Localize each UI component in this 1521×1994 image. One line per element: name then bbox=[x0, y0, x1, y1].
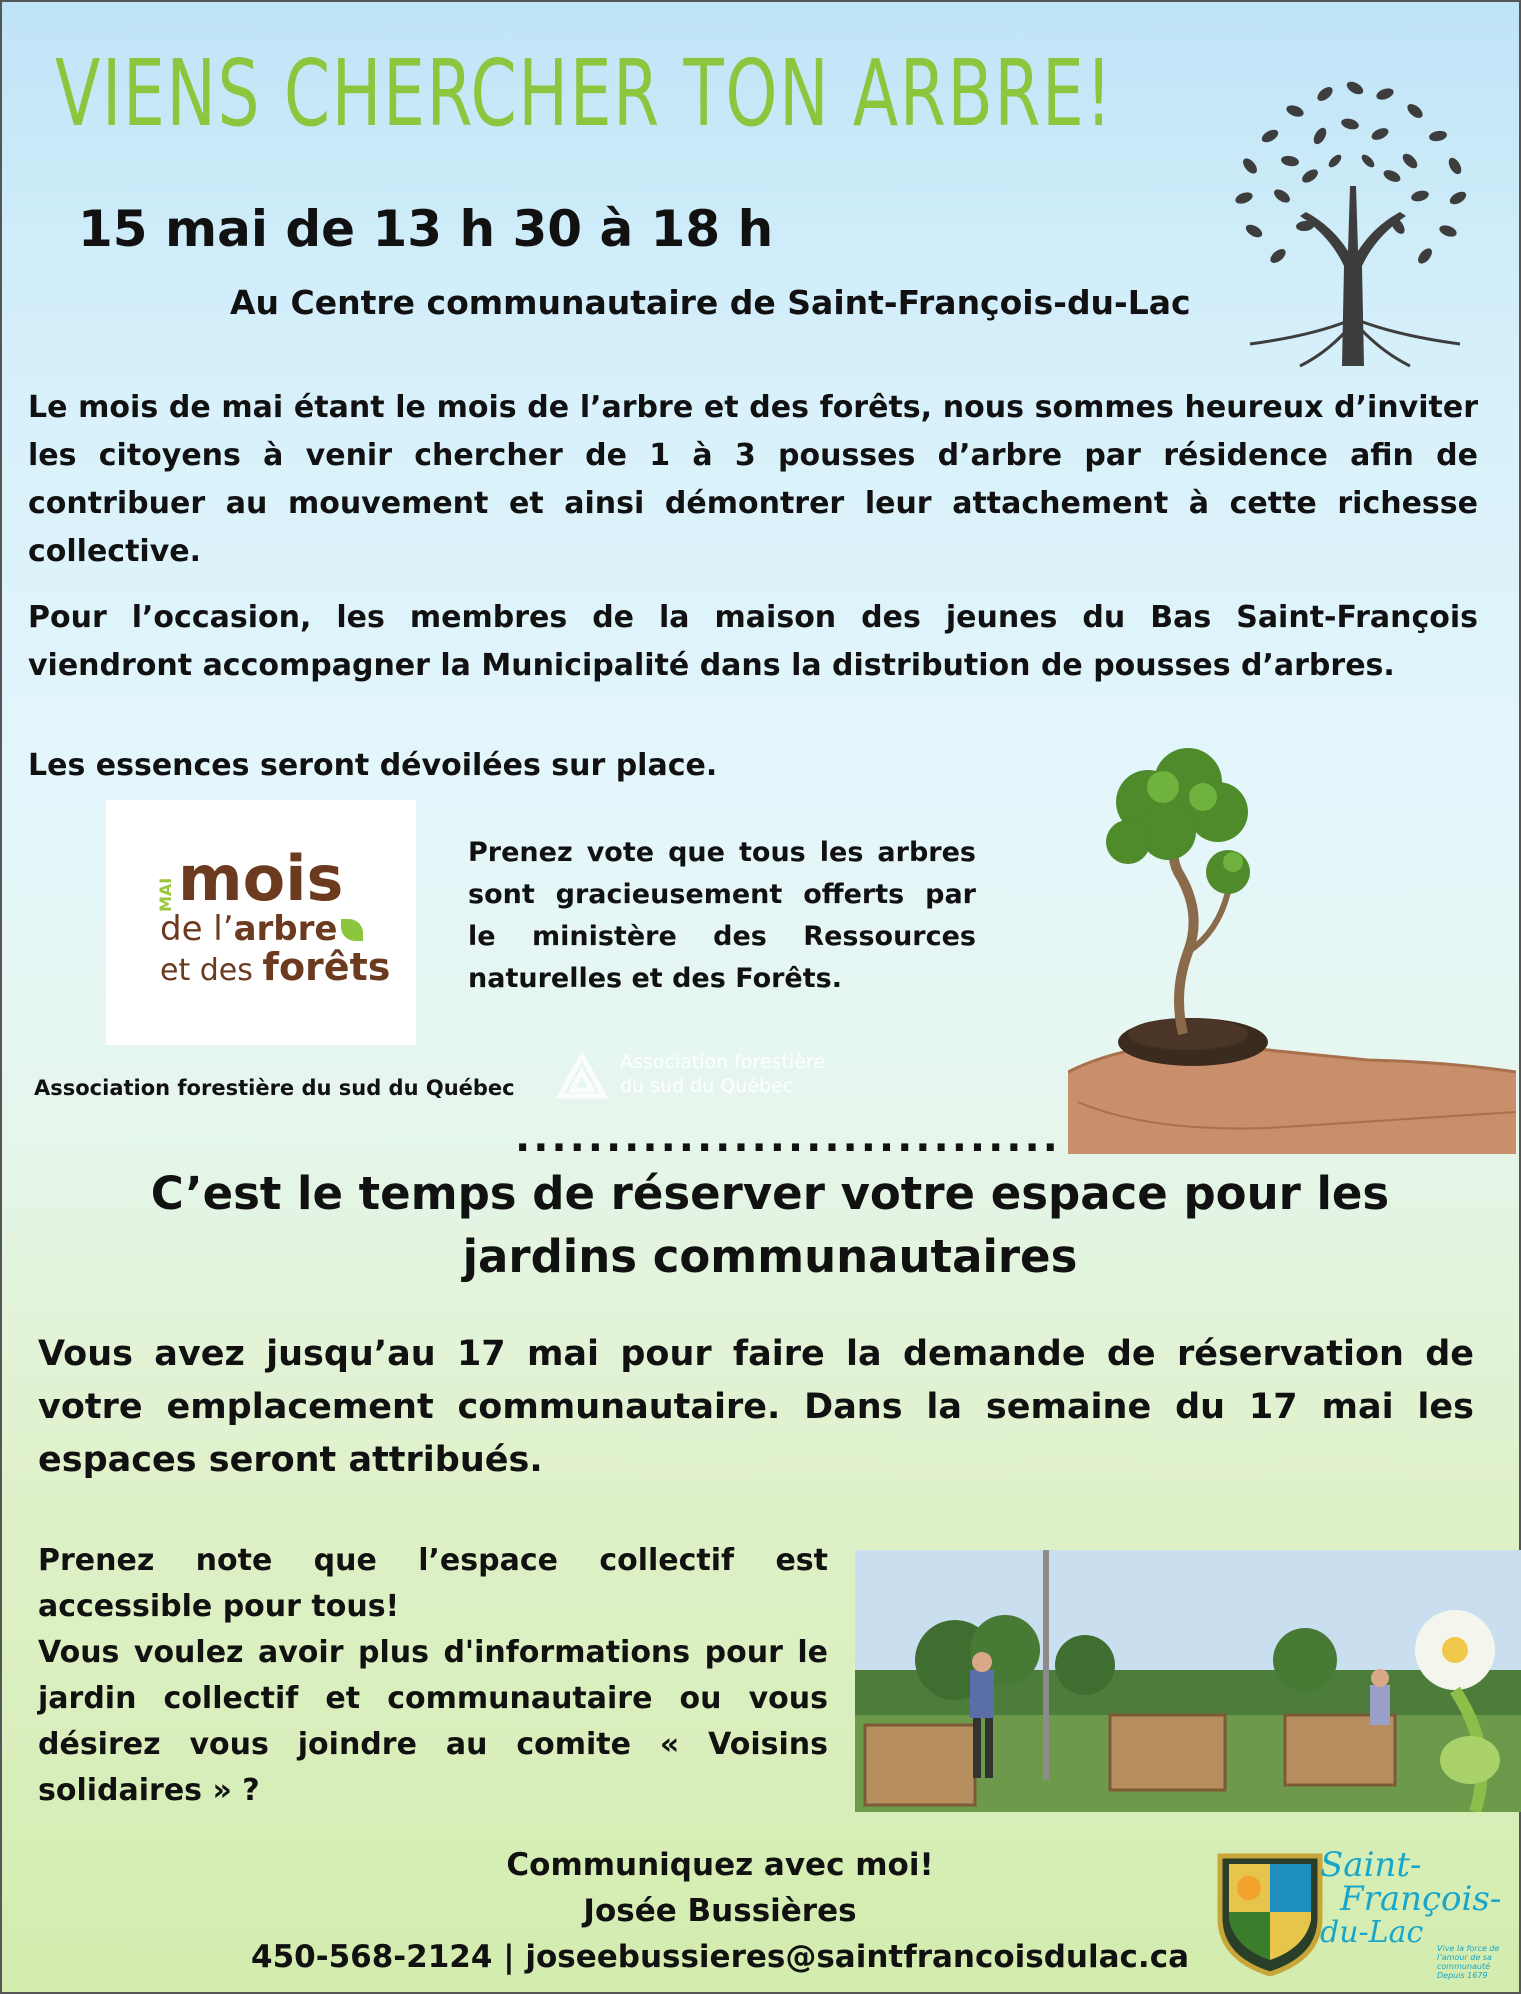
information-line: Vous voulez avoir plus d'informations pour le jardin collectif et communautaire ou vous désirez vous joindre au comite « Voisins solidaires » ? bbox=[38, 1635, 828, 1808]
logo-arbre-line bbox=[160, 910, 363, 948]
contact-call: Communiquez avec moi! bbox=[506, 1847, 934, 1883]
collective-paragraph bbox=[38, 1538, 828, 1814]
city-line-3: du-Lac bbox=[1320, 1915, 1424, 1950]
page-title: VIENS CHERCHER TON ARBRE! bbox=[55, 40, 1114, 147]
tree-icon bbox=[1210, 66, 1492, 370]
logo-forets-line bbox=[160, 944, 391, 990]
logo-etdes-text: et des bbox=[160, 952, 263, 988]
contact-block bbox=[180, 1842, 1260, 1980]
logo-forets-text: forêts bbox=[262, 944, 391, 989]
event-place: Au Centre communautaire de Saint-François-du-Lac bbox=[230, 283, 1191, 322]
event-date: 15 mai de 13 h 30 à 18 h bbox=[78, 200, 774, 258]
youth-paragraph: Pour l’occasion, les membres de la maison des jeunes du Bas Saint-François viendront accompagner la Municipalité dans la distribution de pousses d’arbres. bbox=[28, 600, 1478, 683]
species-paragraph: Les essences seront dévoilées sur place. bbox=[28, 748, 718, 783]
city-tagline-block bbox=[1437, 1944, 1515, 1980]
seedling-hands-image bbox=[1068, 742, 1516, 1154]
ghost-line-1: Association forestière bbox=[620, 1051, 826, 1073]
ghost-line-2: du sud du Québec bbox=[620, 1075, 794, 1097]
intro-paragraph: Le mois de mai étant le mois de l’arbre et des forêts, nous sommes heureux d’inviter les citoyens à venir chercher de 1 à 3 pousses d’arbre par résidence afin de contribuer au mouvement et ainsi démontrer leur attachement à cette richesse collective. bbox=[28, 390, 1478, 569]
association-ghost-text bbox=[620, 1050, 825, 1098]
city-since: Depuis 1679 bbox=[1437, 1971, 1488, 1980]
city-line-2: François- bbox=[1340, 1879, 1502, 1919]
ministry-note: Prenez vote que tous les arbres sont gracieusement offerts par le ministère des Ressources naturelles et des Forêts. bbox=[468, 837, 976, 994]
leaf-icon bbox=[341, 919, 363, 941]
city-line-1: Saint- bbox=[1320, 1845, 1422, 1885]
city-tagline: Vive la force de l’amour de sa communauté bbox=[1437, 1944, 1500, 1971]
reservation-paragraph: Vous avez jusqu’au 17 mai pour faire la demande de réservation de votre emplacement communautaire. Dans la semaine du 17 mai les espaces seront attribués. bbox=[38, 1334, 1474, 1480]
city-name bbox=[1320, 1845, 1502, 1950]
gardens-title: C’est le temps de réserver votre espace pour les jardins communautaires bbox=[150, 1167, 1390, 1283]
logo-arbre-text: arbre bbox=[233, 908, 338, 949]
logo-de-text: de l’ bbox=[160, 908, 234, 949]
logo-mai-text: MAI bbox=[156, 877, 175, 912]
crest-shield-icon bbox=[1215, 1848, 1325, 1976]
association-name: Association forestière du sud du Québec bbox=[34, 1076, 515, 1100]
mois-arbre-logo bbox=[106, 800, 416, 1045]
contact-details[interactable]: 450-568-2124 | joseebussieres@saintfrancoisdulac.ca bbox=[251, 1939, 1189, 1975]
city-crest-logo bbox=[1215, 1845, 1515, 1980]
collective-line: Prenez note que l’espace collectif est accessible pour tous! bbox=[38, 1543, 828, 1624]
association-ghost-icon bbox=[552, 1050, 612, 1106]
separator-dots: .............................. bbox=[515, 1115, 1061, 1161]
logo-mois-text: mois bbox=[178, 841, 344, 915]
garden-photo bbox=[855, 1550, 1521, 1812]
contact-name: Josée Bussières bbox=[583, 1893, 857, 1929]
